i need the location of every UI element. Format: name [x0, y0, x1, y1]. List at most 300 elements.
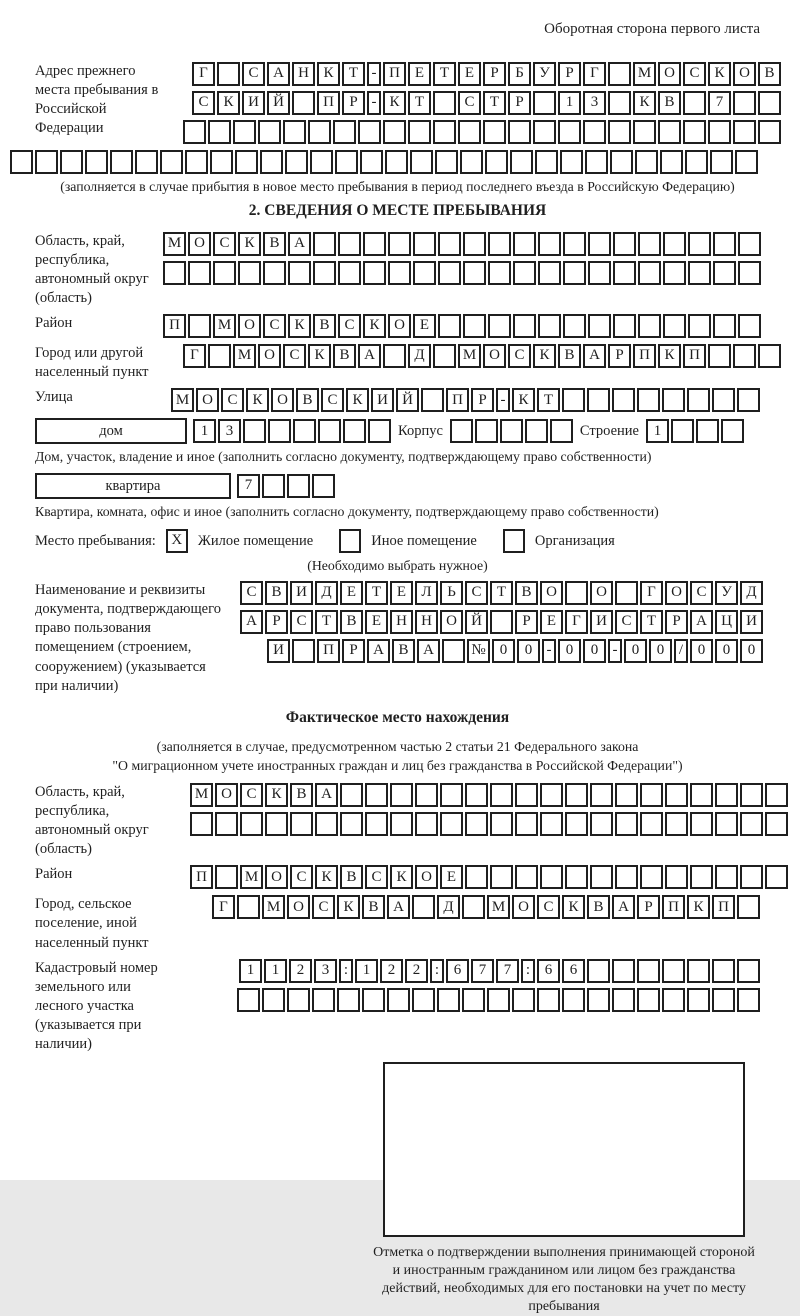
- char-cell[interactable]: К: [363, 314, 386, 338]
- char-cell[interactable]: В: [296, 388, 319, 412]
- char-cell[interactable]: К: [390, 865, 413, 889]
- char-cell[interactable]: С: [192, 91, 215, 115]
- apartment-type-box[interactable]: [35, 473, 231, 499]
- char-cell[interactable]: К: [512, 388, 535, 412]
- char-cell[interactable]: -: [542, 639, 556, 663]
- checkbox-residential[interactable]: X: [166, 529, 188, 553]
- char-cell[interactable]: [565, 581, 588, 605]
- char-cell[interactable]: [465, 812, 488, 836]
- char-cell[interactable]: [338, 232, 361, 256]
- char-cell[interactable]: [340, 812, 363, 836]
- char-cell[interactable]: С: [465, 581, 488, 605]
- char-cell[interactable]: [85, 150, 108, 174]
- char-cell[interactable]: 6: [537, 959, 560, 983]
- char-cell[interactable]: -: [367, 62, 381, 86]
- char-cell[interactable]: Д: [315, 581, 338, 605]
- char-cell[interactable]: Т: [640, 610, 663, 634]
- char-cell[interactable]: Е: [413, 314, 436, 338]
- char-cell[interactable]: Д: [408, 344, 431, 368]
- char-cell[interactable]: К: [217, 91, 240, 115]
- char-cell[interactable]: [715, 812, 738, 836]
- char-cell[interactable]: 0: [715, 639, 738, 663]
- char-cell[interactable]: [640, 783, 663, 807]
- char-cell[interactable]: [387, 988, 410, 1012]
- char-cell[interactable]: [562, 988, 585, 1012]
- char-cell[interactable]: [765, 865, 788, 889]
- char-cell[interactable]: [190, 812, 213, 836]
- char-cell[interactable]: Й: [396, 388, 419, 412]
- char-cell[interactable]: [340, 783, 363, 807]
- char-cell[interactable]: А: [583, 344, 606, 368]
- char-cell[interactable]: [433, 91, 456, 115]
- char-cell[interactable]: Б: [508, 62, 531, 86]
- char-cell[interactable]: Л: [415, 581, 438, 605]
- char-cell[interactable]: [735, 150, 758, 174]
- char-cell[interactable]: [363, 232, 386, 256]
- char-cell[interactable]: С: [312, 895, 335, 919]
- char-cell[interactable]: О: [238, 314, 261, 338]
- char-cell[interactable]: П: [712, 895, 735, 919]
- char-cell[interactable]: С: [683, 62, 706, 86]
- char-cell[interactable]: С: [321, 388, 344, 412]
- char-cell[interactable]: [533, 91, 556, 115]
- char-cell[interactable]: [343, 419, 366, 443]
- char-cell[interactable]: С: [283, 344, 306, 368]
- char-cell[interactable]: -: [496, 388, 510, 412]
- char-cell[interactable]: [488, 232, 511, 256]
- char-cell[interactable]: [238, 261, 261, 285]
- char-cell[interactable]: [510, 150, 533, 174]
- char-cell[interactable]: [312, 988, 335, 1012]
- char-cell[interactable]: [515, 783, 538, 807]
- char-cell[interactable]: [713, 232, 736, 256]
- char-cell[interactable]: [290, 812, 313, 836]
- char-cell[interactable]: [458, 120, 481, 144]
- char-cell[interactable]: [688, 232, 711, 256]
- char-cell[interactable]: [288, 261, 311, 285]
- char-cell[interactable]: [287, 474, 310, 498]
- char-cell[interactable]: О: [258, 344, 281, 368]
- char-cell[interactable]: [450, 419, 473, 443]
- char-cell[interactable]: [663, 314, 686, 338]
- char-cell[interactable]: [365, 783, 388, 807]
- char-cell[interactable]: [215, 865, 238, 889]
- char-cell[interactable]: П: [683, 344, 706, 368]
- char-cell[interactable]: [525, 419, 548, 443]
- char-cell[interactable]: С: [615, 610, 638, 634]
- char-cell[interactable]: [337, 988, 360, 1012]
- char-cell[interactable]: Е: [340, 581, 363, 605]
- char-cell[interactable]: [318, 419, 341, 443]
- char-cell[interactable]: [565, 812, 588, 836]
- char-cell[interactable]: [333, 120, 356, 144]
- char-cell[interactable]: [233, 120, 256, 144]
- char-cell[interactable]: Р: [558, 62, 581, 86]
- char-cell[interactable]: В: [263, 232, 286, 256]
- char-cell[interactable]: [685, 150, 708, 174]
- char-cell[interactable]: [433, 344, 456, 368]
- char-cell[interactable]: [587, 959, 610, 983]
- char-cell[interactable]: У: [533, 62, 556, 86]
- char-cell[interactable]: С: [242, 62, 265, 86]
- char-cell[interactable]: [690, 812, 713, 836]
- char-cell[interactable]: К: [658, 344, 681, 368]
- char-cell[interactable]: [660, 150, 683, 174]
- char-cell[interactable]: Г: [212, 895, 235, 919]
- char-cell[interactable]: [10, 150, 33, 174]
- char-cell[interactable]: [583, 120, 606, 144]
- char-cell[interactable]: [188, 314, 211, 338]
- char-cell[interactable]: №: [467, 639, 490, 663]
- char-cell[interactable]: К: [265, 783, 288, 807]
- char-cell[interactable]: [35, 150, 58, 174]
- char-cell[interactable]: Е: [365, 610, 388, 634]
- char-cell[interactable]: [438, 232, 461, 256]
- char-cell[interactable]: [537, 988, 560, 1012]
- char-cell[interactable]: [292, 91, 315, 115]
- char-cell[interactable]: [538, 314, 561, 338]
- char-cell[interactable]: А: [417, 639, 440, 663]
- char-cell[interactable]: А: [612, 895, 635, 919]
- char-cell[interactable]: К: [687, 895, 710, 919]
- char-cell[interactable]: 0: [624, 639, 647, 663]
- char-cell[interactable]: [338, 261, 361, 285]
- char-cell[interactable]: М: [163, 232, 186, 256]
- char-cell[interactable]: С: [213, 232, 236, 256]
- char-cell[interactable]: А: [690, 610, 713, 634]
- char-cell[interactable]: [475, 419, 498, 443]
- char-cell[interactable]: П: [446, 388, 469, 412]
- char-cell[interactable]: [440, 783, 463, 807]
- char-cell[interactable]: [110, 150, 133, 174]
- char-cell[interactable]: [490, 610, 513, 634]
- char-cell[interactable]: [662, 388, 685, 412]
- char-cell[interactable]: П: [633, 344, 656, 368]
- char-cell[interactable]: [737, 988, 760, 1012]
- char-cell[interactable]: И: [267, 639, 290, 663]
- char-cell[interactable]: [465, 783, 488, 807]
- char-cell[interactable]: [235, 150, 258, 174]
- char-cell[interactable]: М: [233, 344, 256, 368]
- char-cell[interactable]: К: [633, 91, 656, 115]
- stamp-box[interactable]: [383, 1062, 745, 1237]
- char-cell[interactable]: -: [367, 91, 381, 115]
- char-cell[interactable]: [163, 261, 186, 285]
- char-cell[interactable]: И: [371, 388, 394, 412]
- char-cell[interactable]: С: [338, 314, 361, 338]
- char-cell[interactable]: [715, 865, 738, 889]
- char-cell[interactable]: [243, 419, 266, 443]
- char-cell[interactable]: 7: [708, 91, 731, 115]
- char-cell[interactable]: М: [458, 344, 481, 368]
- char-cell[interactable]: В: [265, 581, 288, 605]
- char-cell[interactable]: Р: [265, 610, 288, 634]
- char-cell[interactable]: [550, 419, 573, 443]
- char-cell[interactable]: А: [367, 639, 390, 663]
- char-cell[interactable]: М: [213, 314, 236, 338]
- char-cell[interactable]: [533, 120, 556, 144]
- char-cell[interactable]: [490, 865, 513, 889]
- char-cell[interactable]: 0: [492, 639, 515, 663]
- char-cell[interactable]: [263, 261, 286, 285]
- char-cell[interactable]: [737, 388, 760, 412]
- char-cell[interactable]: [437, 988, 460, 1012]
- char-cell[interactable]: [408, 120, 431, 144]
- char-cell[interactable]: В: [333, 344, 356, 368]
- char-cell[interactable]: Г: [565, 610, 588, 634]
- char-cell[interactable]: [708, 120, 731, 144]
- char-cell[interactable]: Н: [415, 610, 438, 634]
- char-cell[interactable]: [460, 150, 483, 174]
- char-cell[interactable]: [610, 150, 633, 174]
- char-cell[interactable]: [663, 232, 686, 256]
- char-cell[interactable]: [368, 419, 391, 443]
- char-cell[interactable]: К: [708, 62, 731, 86]
- char-cell[interactable]: О: [188, 232, 211, 256]
- char-cell[interactable]: [412, 895, 435, 919]
- char-cell[interactable]: [512, 988, 535, 1012]
- char-cell[interactable]: П: [317, 639, 340, 663]
- char-cell[interactable]: П: [190, 865, 213, 889]
- char-cell[interactable]: [633, 120, 656, 144]
- char-cell[interactable]: А: [288, 232, 311, 256]
- char-cell[interactable]: [613, 232, 636, 256]
- char-cell[interactable]: [608, 62, 631, 86]
- char-cell[interactable]: [315, 812, 338, 836]
- char-cell[interactable]: [262, 474, 285, 498]
- char-cell[interactable]: [721, 419, 744, 443]
- char-cell[interactable]: 6: [446, 959, 469, 983]
- char-cell[interactable]: 7: [237, 474, 260, 498]
- char-cell[interactable]: [588, 314, 611, 338]
- char-cell[interactable]: [637, 988, 660, 1012]
- char-cell[interactable]: С: [690, 581, 713, 605]
- checkbox-organization[interactable]: [503, 529, 525, 553]
- char-cell[interactable]: Н: [292, 62, 315, 86]
- char-cell[interactable]: С: [365, 865, 388, 889]
- char-cell[interactable]: О: [590, 581, 613, 605]
- checkbox-other-premises[interactable]: [339, 529, 361, 553]
- char-cell[interactable]: [390, 783, 413, 807]
- char-cell[interactable]: О: [440, 610, 463, 634]
- char-cell[interactable]: [60, 150, 83, 174]
- char-cell[interactable]: 6: [562, 959, 585, 983]
- char-cell[interactable]: Ц: [715, 610, 738, 634]
- char-cell[interactable]: К: [315, 865, 338, 889]
- char-cell[interactable]: [612, 388, 635, 412]
- char-cell[interactable]: [740, 865, 763, 889]
- char-cell[interactable]: [210, 150, 233, 174]
- char-cell[interactable]: А: [267, 62, 290, 86]
- char-cell[interactable]: [185, 150, 208, 174]
- char-cell[interactable]: [412, 988, 435, 1012]
- char-cell[interactable]: :: [521, 959, 535, 983]
- char-cell[interactable]: В: [340, 610, 363, 634]
- char-cell[interactable]: [733, 91, 756, 115]
- char-cell[interactable]: 1: [558, 91, 581, 115]
- char-cell[interactable]: [635, 150, 658, 174]
- char-cell[interactable]: В: [758, 62, 781, 86]
- char-cell[interactable]: [738, 261, 761, 285]
- char-cell[interactable]: [563, 232, 586, 256]
- char-cell[interactable]: [258, 120, 281, 144]
- char-cell[interactable]: [590, 865, 613, 889]
- char-cell[interactable]: К: [533, 344, 556, 368]
- char-cell[interactable]: С: [240, 581, 263, 605]
- char-cell[interactable]: П: [163, 314, 186, 338]
- char-cell[interactable]: [738, 232, 761, 256]
- char-cell[interactable]: [615, 812, 638, 836]
- char-cell[interactable]: 0: [740, 639, 763, 663]
- char-cell[interactable]: И: [290, 581, 313, 605]
- char-cell[interactable]: [687, 988, 710, 1012]
- char-cell[interactable]: [513, 261, 536, 285]
- char-cell[interactable]: [608, 120, 631, 144]
- char-cell[interactable]: [465, 865, 488, 889]
- char-cell[interactable]: [588, 232, 611, 256]
- char-cell[interactable]: [390, 812, 413, 836]
- char-cell[interactable]: О: [287, 895, 310, 919]
- char-cell[interactable]: [637, 388, 660, 412]
- char-cell[interactable]: [538, 261, 561, 285]
- char-cell[interactable]: П: [383, 62, 406, 86]
- char-cell[interactable]: Т: [315, 610, 338, 634]
- char-cell[interactable]: 0: [558, 639, 581, 663]
- char-cell[interactable]: Т: [408, 91, 431, 115]
- char-cell[interactable]: [563, 314, 586, 338]
- char-cell[interactable]: Т: [490, 581, 513, 605]
- char-cell[interactable]: С: [458, 91, 481, 115]
- house-type-box[interactable]: [35, 418, 187, 444]
- char-cell[interactable]: [563, 261, 586, 285]
- char-cell[interactable]: [410, 150, 433, 174]
- char-cell[interactable]: [613, 314, 636, 338]
- char-cell[interactable]: [483, 120, 506, 144]
- char-cell[interactable]: :: [430, 959, 444, 983]
- char-cell[interactable]: 7: [496, 959, 519, 983]
- char-cell[interactable]: [268, 419, 291, 443]
- char-cell[interactable]: [237, 895, 260, 919]
- char-cell[interactable]: К: [383, 91, 406, 115]
- char-cell[interactable]: М: [190, 783, 213, 807]
- char-cell[interactable]: 1: [239, 959, 262, 983]
- char-cell[interactable]: [292, 639, 315, 663]
- char-cell[interactable]: [442, 639, 465, 663]
- char-cell[interactable]: Г: [640, 581, 663, 605]
- char-cell[interactable]: [565, 783, 588, 807]
- char-cell[interactable]: [638, 232, 661, 256]
- char-cell[interactable]: П: [662, 895, 685, 919]
- char-cell[interactable]: [737, 959, 760, 983]
- char-cell[interactable]: [485, 150, 508, 174]
- char-cell[interactable]: [712, 988, 735, 1012]
- char-cell[interactable]: [640, 812, 663, 836]
- char-cell[interactable]: [713, 314, 736, 338]
- char-cell[interactable]: [515, 812, 538, 836]
- char-cell[interactable]: С: [537, 895, 560, 919]
- char-cell[interactable]: П: [317, 91, 340, 115]
- char-cell[interactable]: [308, 120, 331, 144]
- char-cell[interactable]: И: [740, 610, 763, 634]
- char-cell[interactable]: В: [658, 91, 681, 115]
- char-cell[interactable]: [435, 150, 458, 174]
- char-cell[interactable]: Й: [267, 91, 290, 115]
- char-cell[interactable]: Р: [483, 62, 506, 86]
- char-cell[interactable]: 1: [193, 419, 216, 443]
- char-cell[interactable]: 1: [264, 959, 287, 983]
- char-cell[interactable]: О: [196, 388, 219, 412]
- char-cell[interactable]: [413, 232, 436, 256]
- char-cell[interactable]: Г: [192, 62, 215, 86]
- char-cell[interactable]: Г: [183, 344, 206, 368]
- char-cell[interactable]: О: [215, 783, 238, 807]
- char-cell[interactable]: [733, 120, 756, 144]
- char-cell[interactable]: [562, 388, 585, 412]
- char-cell[interactable]: 2: [289, 959, 312, 983]
- char-cell[interactable]: К: [246, 388, 269, 412]
- char-cell[interactable]: [415, 783, 438, 807]
- char-cell[interactable]: [712, 959, 735, 983]
- char-cell[interactable]: [765, 783, 788, 807]
- char-cell[interactable]: [438, 314, 461, 338]
- char-cell[interactable]: [710, 150, 733, 174]
- char-cell[interactable]: [463, 261, 486, 285]
- char-cell[interactable]: [462, 895, 485, 919]
- char-cell[interactable]: [385, 150, 408, 174]
- char-cell[interactable]: [640, 865, 663, 889]
- char-cell[interactable]: [490, 783, 513, 807]
- char-cell[interactable]: К: [238, 232, 261, 256]
- char-cell[interactable]: [513, 314, 536, 338]
- char-cell[interactable]: Р: [608, 344, 631, 368]
- char-cell[interactable]: О: [512, 895, 535, 919]
- char-cell[interactable]: Р: [342, 639, 365, 663]
- char-cell[interactable]: [687, 959, 710, 983]
- char-cell[interactable]: Т: [537, 388, 560, 412]
- char-cell[interactable]: [690, 783, 713, 807]
- char-cell[interactable]: О: [540, 581, 563, 605]
- char-cell[interactable]: [363, 261, 386, 285]
- char-cell[interactable]: М: [487, 895, 510, 919]
- char-cell[interactable]: [237, 988, 260, 1012]
- char-cell[interactable]: В: [515, 581, 538, 605]
- char-cell[interactable]: [160, 150, 183, 174]
- char-cell[interactable]: А: [315, 783, 338, 807]
- char-cell[interactable]: Р: [342, 91, 365, 115]
- char-cell[interactable]: [687, 388, 710, 412]
- char-cell[interactable]: Т: [433, 62, 456, 86]
- char-cell[interactable]: [421, 388, 444, 412]
- char-cell[interactable]: [513, 232, 536, 256]
- char-cell[interactable]: -: [608, 639, 622, 663]
- char-cell[interactable]: Т: [365, 581, 388, 605]
- char-cell[interactable]: В: [362, 895, 385, 919]
- char-cell[interactable]: И: [590, 610, 613, 634]
- char-cell[interactable]: И: [242, 91, 265, 115]
- char-cell[interactable]: К: [317, 62, 340, 86]
- char-cell[interactable]: Г: [583, 62, 606, 86]
- char-cell[interactable]: 3: [218, 419, 241, 443]
- char-cell[interactable]: [690, 865, 713, 889]
- char-cell[interactable]: [463, 232, 486, 256]
- char-cell[interactable]: [488, 261, 511, 285]
- char-cell[interactable]: [662, 988, 685, 1012]
- char-cell[interactable]: [208, 344, 231, 368]
- char-cell[interactable]: [335, 150, 358, 174]
- char-cell[interactable]: [587, 988, 610, 1012]
- char-cell[interactable]: [383, 120, 406, 144]
- char-cell[interactable]: Р: [665, 610, 688, 634]
